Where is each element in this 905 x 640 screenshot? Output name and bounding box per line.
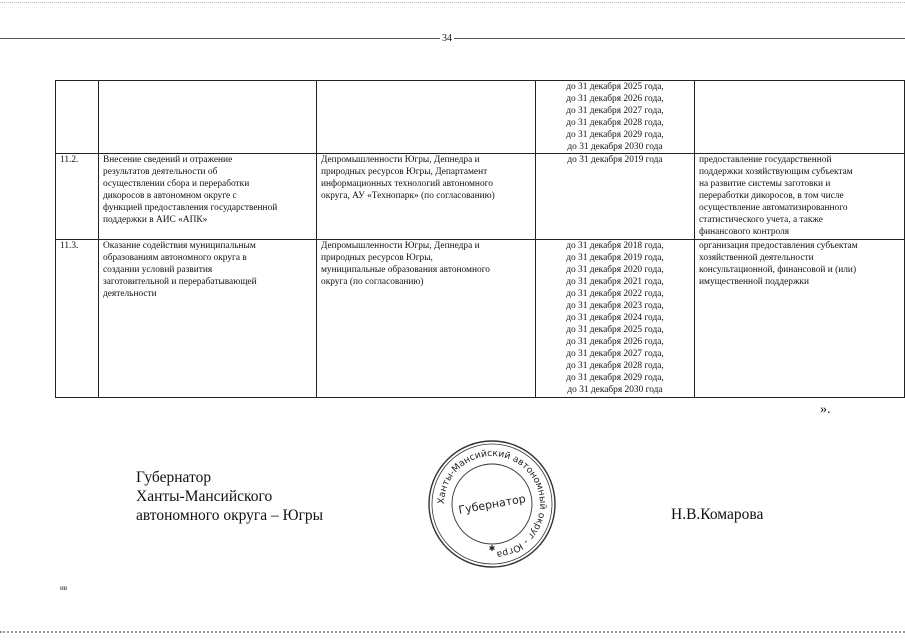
seal-center-text: Губернатор bbox=[457, 492, 527, 517]
table-cell-num: 11.3. bbox=[56, 240, 99, 398]
cell-line: до 31 декабря 2029 года, bbox=[566, 130, 664, 140]
cell-line: предоставление государственной bbox=[699, 155, 832, 165]
signer-title-line: Губернатор bbox=[136, 469, 212, 486]
cell-line: деятельности bbox=[103, 289, 157, 299]
cell-line: до 31 декабря 2028 года, bbox=[566, 361, 664, 371]
table-cell-resp bbox=[317, 81, 536, 154]
cell-line: до 31 декабря 2020 года, bbox=[566, 265, 664, 275]
cell-line: поддержки в АИС «АПК» bbox=[103, 215, 208, 225]
cell-line: до 31 декабря 2028 года, bbox=[566, 118, 664, 128]
cell-line: финансового контроля bbox=[699, 227, 790, 237]
table-cell-name bbox=[99, 240, 317, 398]
cell-line: природных ресурсов Югры, bbox=[321, 253, 433, 263]
table-cell-name bbox=[99, 154, 317, 240]
cell-line: переработки дикоросов, в том числе bbox=[699, 191, 844, 201]
cell-line: до 31 декабря 2030 года bbox=[567, 142, 663, 152]
signer-title-line: Ханты-Мансийского bbox=[136, 488, 273, 505]
cell-line: дикоросов в автономном округе с bbox=[103, 191, 237, 201]
cell-line: муниципальные образования автономного bbox=[321, 265, 490, 275]
cell-line: Оказание содействия муниципальным bbox=[103, 241, 256, 251]
executor-mark: ив bbox=[60, 584, 68, 592]
cell-line: до 31 декабря 2026 года, bbox=[566, 94, 664, 104]
cell-line: до 31 декабря 2025 года, bbox=[566, 325, 664, 335]
cell-line: Депромышленности Югры, Депнедра и bbox=[321, 241, 480, 251]
cell-line: природных ресурсов Югры, Департамент bbox=[321, 167, 488, 177]
measures-table bbox=[55, 80, 905, 398]
cell-line: до 31 декабря 2019 года, bbox=[566, 253, 664, 263]
scan-artifact-line bbox=[0, 2, 905, 3]
cell-line: имущественной поддержки bbox=[699, 277, 809, 287]
cell-line: создании условий развития bbox=[103, 265, 213, 275]
footer-rule bbox=[0, 631, 905, 633]
cell-line: Внесение сведений и отражение bbox=[103, 155, 233, 165]
table-cell-resp bbox=[317, 240, 536, 398]
cell-line: хозяйственной деятельности bbox=[699, 253, 814, 263]
cell-line: до 31 декабря 2030 года bbox=[567, 385, 663, 395]
seal-ring-text: Ханты-Мансийский автономный округ - Югра bbox=[435, 447, 549, 560]
cell-line: округа, АУ «Технопарк» (по согласованию) bbox=[321, 191, 495, 201]
table-cell-name bbox=[99, 81, 317, 154]
cell-line: организация предоставления субъектам bbox=[699, 241, 858, 251]
table-row bbox=[56, 81, 905, 154]
cell-line: до 31 декабря 2024 года, bbox=[566, 313, 664, 323]
cell-line: до 31 декабря 2021 года, bbox=[566, 277, 664, 287]
table-cell-result bbox=[695, 240, 905, 398]
cell-line: до 31 декабря 2025 года, bbox=[566, 82, 664, 92]
cell-line: осуществлении сбора и переработки bbox=[103, 179, 250, 189]
cell-line: функцией предоставления государственной bbox=[103, 203, 278, 213]
table-row bbox=[56, 240, 905, 398]
cell-line: поддержки хозяйствующим субъектам bbox=[699, 167, 853, 177]
page-number: 34 bbox=[442, 33, 452, 44]
cell-line: до 31 декабря 2018 года, bbox=[566, 241, 664, 251]
signer-name: Н.В.Комарова bbox=[671, 506, 764, 523]
cell-line: результатов деятельности об bbox=[103, 167, 218, 177]
cell-line: округа (по согласованию) bbox=[321, 277, 424, 287]
closing-quote: ». bbox=[820, 402, 831, 417]
cell-line: до 31 декабря 2029 года, bbox=[566, 373, 664, 383]
table-cell-term bbox=[536, 81, 695, 154]
table-cell-num bbox=[56, 81, 99, 154]
official-seal bbox=[426, 438, 558, 570]
cell-line: до 31 декабря 2026 года, bbox=[566, 337, 664, 347]
table-cell-result bbox=[695, 81, 905, 154]
cell-line: до 31 декабря 2027 года, bbox=[566, 349, 664, 359]
table-cell-resp bbox=[317, 154, 536, 240]
cell-line: информационных технологий автономного bbox=[321, 179, 493, 189]
table-row bbox=[56, 154, 905, 240]
cell-line: консультационной, финансовой и (или) bbox=[699, 265, 857, 275]
seal-star-icon: ✱ bbox=[488, 544, 496, 553]
table-cell-num: 11.2. bbox=[56, 154, 99, 240]
cell-line: образованиям автономного округа в bbox=[103, 253, 247, 263]
table-cell-result bbox=[695, 154, 905, 240]
cell-line: до 31 декабря 2019 года bbox=[567, 155, 663, 165]
signer-title-line: автономного округа – Югры bbox=[136, 507, 324, 524]
cell-line: до 31 декабря 2027 года, bbox=[566, 106, 664, 116]
cell-line: осуществление автоматизированного bbox=[699, 203, 848, 213]
table-cell-term bbox=[536, 240, 695, 398]
cell-line: до 31 декабря 2022 года, bbox=[566, 289, 664, 299]
table-cell-term bbox=[536, 154, 695, 240]
cell-line: статистического учета, а также bbox=[699, 215, 823, 225]
cell-line: до 31 декабря 2023 года, bbox=[566, 301, 664, 311]
cell-line: на развитие системы заготовки и bbox=[699, 179, 831, 189]
cell-line: заготовительной и перерабатывающей bbox=[103, 277, 257, 287]
signer-title bbox=[136, 468, 323, 525]
cell-line: Депромышленности Югры, Депнедра и bbox=[321, 155, 480, 165]
